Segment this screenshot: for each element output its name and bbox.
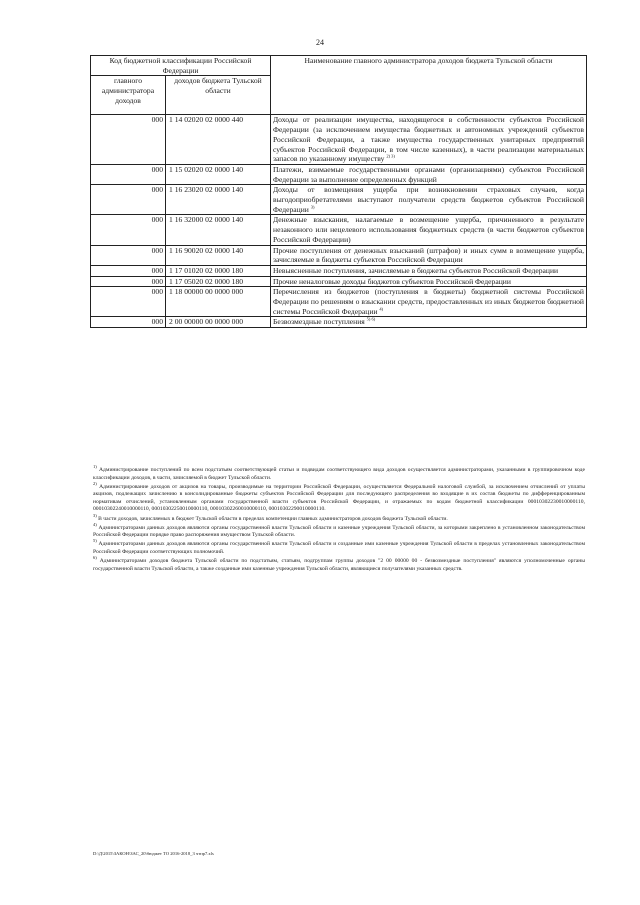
income-name-text: Прочие неналоговые доходы бюджетов субъектов Российской Федерации <box>273 276 511 286</box>
admin-code-cell: 000 <box>91 164 166 184</box>
admin-code-cell: 000 <box>91 317 166 328</box>
admin-code-cell: 000 <box>91 287 166 317</box>
income-name-cell <box>271 164 587 184</box>
file-path-footer: D:\Д\2015\ЗАКОН\ЗАС_20\бюджет ТО 2016-2018_3 чтпр7.xls <box>93 851 214 856</box>
table-row <box>91 287 587 317</box>
table-row <box>91 265 587 276</box>
income-code-cell: 1 14 02020 02 0000 440 <box>166 115 271 165</box>
income-code-cell: 1 16 32000 02 0000 140 <box>166 215 271 245</box>
footnote <box>93 521 585 540</box>
footnote-ref: 2) 3) <box>386 153 395 159</box>
table-row <box>91 276 587 287</box>
footnote-mark: 6) <box>93 555 97 561</box>
income-code-cell: 1 16 90020 02 0000 140 <box>166 245 271 265</box>
footnote <box>93 480 585 514</box>
header-classification-code: Код бюджетной классификации Российской Федерации <box>91 56 271 76</box>
income-name-text: Доходы от реализации имущества, находящегося в собственности субъектов Российской Федерации (за исключением имущества бюджетных и автономных учреждений субъектов Российской Федерации, а также имущества государственных унитарных предприятий субъектов Российской Федерации, в том числе казенных), в части реализации материальных запасов по указанному имуществу <box>273 115 584 164</box>
admin-code-cell: 000 <box>91 265 166 276</box>
income-name-cell <box>271 215 587 245</box>
footnote <box>93 555 585 573</box>
income-name-text: Платежи, взимаемые государственными органами (организациями) субъектов Российской Федерации за выполнение определенных функций <box>273 164 584 184</box>
income-name-cell <box>271 265 587 276</box>
income-name-cell <box>271 245 587 265</box>
footnotes <box>93 464 585 575</box>
income-name-cell <box>271 317 587 328</box>
admin-code-cell: 000 <box>91 245 166 265</box>
header-admin-name: Наименование главного администратора доходов бюджета Тульской области <box>271 56 587 115</box>
footnote-ref: 3) <box>310 204 315 210</box>
income-code-cell: 1 16 23020 02 0000 140 <box>166 185 271 215</box>
income-name-text: Денежные взыскания, налагаемые в возмещение ущерба, причиненного в результате незаконного или нецелевого использования бюджетных средств (в части бюджетов субъектов Российской Федерации) <box>273 215 584 244</box>
budget-classification-table <box>90 55 587 328</box>
income-code-cell: 1 15 02020 02 0000 140 <box>166 164 271 184</box>
footnote-text: Администрирование доходов от акцизов на товары, производимые на территории Российской Федерации, осуществляется Федеральной налоговой службой, за исключением отчислений от уплаты акцизов, подлежащих зачислению в консолидированные бюджеты субъектов Российской Федерации для последующего распределения во входящие в их состав бюджеты по дифференцированным нормативам отчислений, установленным органами государственной власти субъектов Российской Федерации, и отражаемых по кодам бюджетной классификации 00010302230010000110, 00010302240010000110, 00010302250010000110, 00010302260010000110, 00010302290010000110. <box>93 483 585 513</box>
income-name-text: Невыясненные поступления, зачисляемые в бюджеты субъектов Российской Федерации <box>273 265 559 275</box>
footnote <box>93 512 585 524</box>
table-row <box>91 317 587 328</box>
income-code-cell: 2 00 00000 00 0000 000 <box>166 317 271 328</box>
income-name-text: Безвозмездные поступления <box>273 317 365 327</box>
footnote-ref: 4) <box>379 306 384 312</box>
table-body <box>91 115 587 328</box>
admin-code-cell: 000 <box>91 276 166 287</box>
header-budget-income: доходов бюджета Тульской области <box>166 76 271 115</box>
income-name-text: Перечисления из бюджетов (поступления в бюджеты) бюджетной системы Российской Федерации по решениям о взыскании средств, предоставленных из иных бюджетов бюджетной системы Российской Федерации <box>273 287 584 316</box>
footnote-text: Администраторами данных доходов являются органы государственной власти Тульской области и казенные учреждения Тульской области, за которыми закреплено в установленном законодательством Российской Федерации порядке право распоряжения имуществом Тульской области. <box>93 524 585 539</box>
income-code-cell: 1 18 00000 00 0000 000 <box>166 287 271 317</box>
admin-code-cell: 000 <box>91 215 166 245</box>
table-row <box>91 164 587 184</box>
footnote <box>93 538 585 556</box>
income-name-cell <box>271 276 587 287</box>
footnote-text: Администраторами данных доходов являются органы государственной власти Тульской области и созданные ими казенные учреждения Тульской области в пределах установленных законодательством Российской Федерации соответствующих полномочий. <box>93 541 585 555</box>
admin-code-cell: 000 <box>91 185 166 215</box>
footnote-mark: 5) <box>93 538 97 544</box>
table-row <box>91 115 587 165</box>
footnote <box>93 464 585 482</box>
income-name-text: Прочие поступления от денежных взысканий (штрафов) и иных сумм в возмещение ущерба, зачисляемые в бюджеты субъектов Российской Федерации <box>273 245 584 265</box>
footnote-text: Администрирование поступлений по всем подстатьям соответствующей статьи и подвидам соответствующего вида доходов осуществляется администраторами, указанными в группировочном коде классификации доходов, в части, зачисляемой в бюджет Тульской области. <box>93 467 585 481</box>
footnote-text: В части доходов, зачисляемых в бюджет Тульской области в пределах компетенции главных администраторов доходов бюджета Тульской области. <box>98 515 448 522</box>
income-code-cell: 1 17 05020 02 0000 180 <box>166 276 271 287</box>
table-row <box>91 245 587 265</box>
table-row <box>91 215 587 245</box>
footnote-ref: 5) 6) <box>366 316 376 322</box>
footnote-mark: 1) <box>93 464 97 470</box>
footnote-mark: 4) <box>93 521 97 527</box>
header-main-administrator: главного администратора доходов <box>91 76 166 115</box>
income-name-cell <box>271 185 587 215</box>
income-name-text: Доходы от возмещения ущерба при возникновении страховых случаев, когда выгодоприобретателями выступают получатели средств бюджетов субъектов Российской Федерации <box>273 185 584 214</box>
admin-code-cell: 000 <box>91 115 166 165</box>
income-code-cell: 1 17 01020 02 0000 180 <box>166 265 271 276</box>
table-row <box>91 185 587 215</box>
footnote-mark: 2) <box>93 480 97 486</box>
footnote-text: Администраторами доходов бюджета Тульской области по подстатьям, статьям, подгруппам группы доходов "2 00 00000 00 - безвозмездные поступления" являются уполномоченные органы государственной власти Тульской области, а также созданные ими казенные учреждения Тульской области, являющиеся получателями указанных средств. <box>93 558 585 572</box>
footnote-mark: 3) <box>93 512 97 518</box>
income-name-cell <box>271 115 587 165</box>
income-name-cell <box>271 287 587 317</box>
page-number: 24 <box>316 38 324 47</box>
